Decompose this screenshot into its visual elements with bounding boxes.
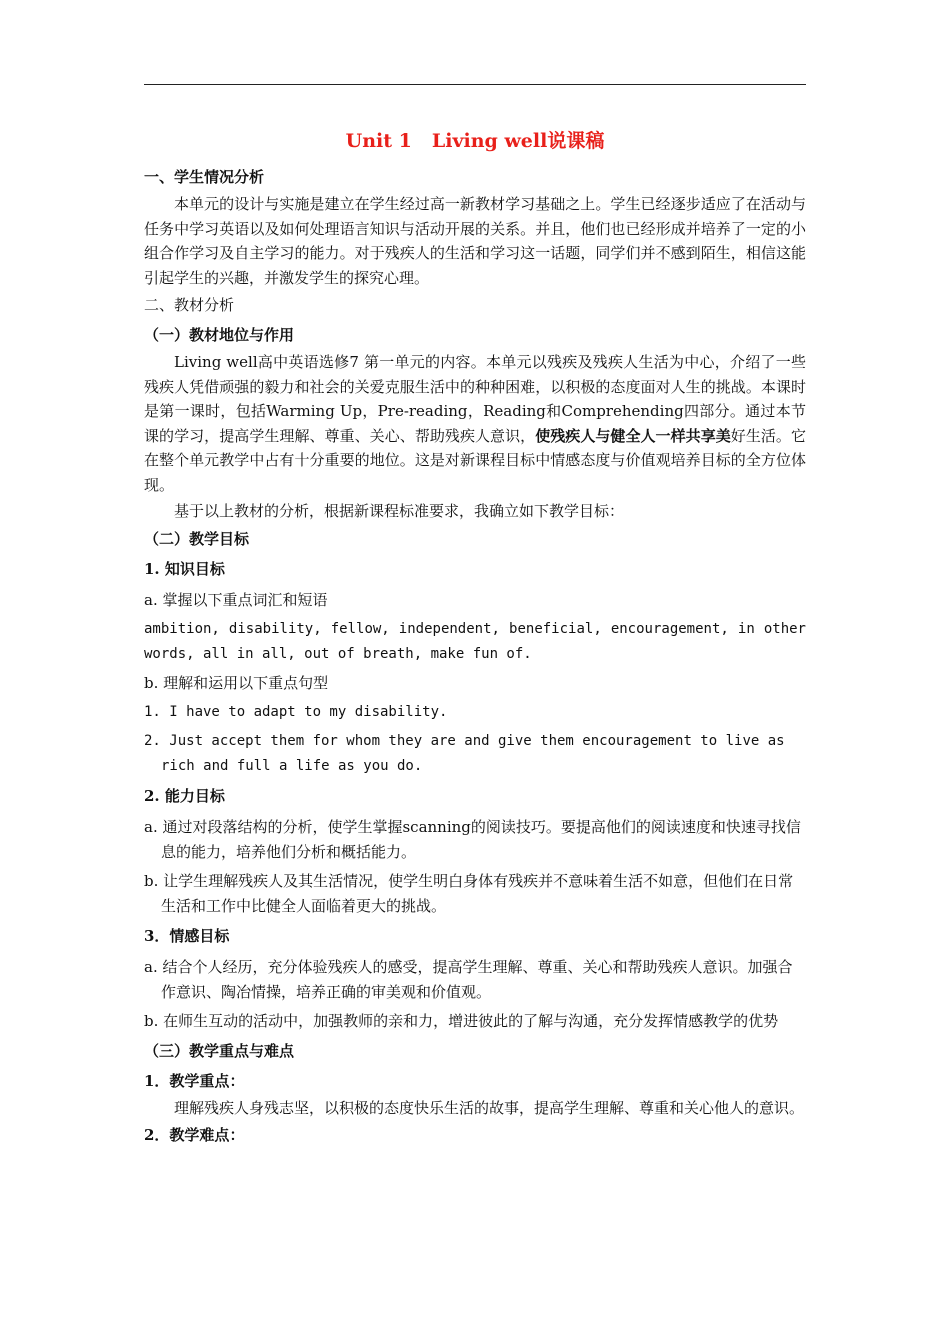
subsection-1-paragraph: Living well高中英语选修7 第一单元的内容。本单元以残疾及残疾人生活为中心，介绍了一些残疾人凭借顽强的毅力和社会的关爱克服生活中的种种困难，以积极的态度面对人生的挑战。本课时是第一课时，包括Warming Up，Pre-reading，Reading和Comprehending四部分。通过本节课的学习，提高学生理解、尊重、关心、帮助残疾人意识，使残疾人与健全人一样共享美好生活。它在整个单元教学中占有十分重要的地位。这是对新课程目标中情感态度与价值观培养目标的全方位体现。 [144, 353, 806, 494]
title-unit: Unit 1 [345, 130, 412, 152]
ability-goal-a: a. 通过对段落结构的分析，使学生掌握scanning的阅读技巧。要提高他们的阅读速度和快速寻找信息的能力，培养他们分析和概括能力。 [144, 817, 801, 861]
header-rule [144, 84, 806, 85]
emotion-goal-a: a. 结合个人经历，充分体验残疾人的感受，提高学生理解、尊重、关心和帮助残疾人意识。加强合作意识、陶冶情操，培养正确的审美观和价值观。 [144, 957, 793, 1001]
emotion-goals-heading: 3．情感目标 [144, 926, 230, 945]
ability-goal-b: b. 让学生理解残疾人及其生活情况，使学生明白身体有残疾并不意味着生活不如意，但他们在日常生活和工作中比健全人面临着更大的挑战。 [144, 871, 794, 915]
document-body [144, 124, 806, 1150]
emotion-goal-b: b. 在师生互动的活动中，加强教师的亲和力，增进彼此的了解与沟通，充分发挥情感教学的优势 [144, 1011, 779, 1030]
ability-goals-heading: 2. 能力目标 [144, 786, 225, 805]
key-points-heading: 1．教学重点： [144, 1071, 245, 1090]
subsection-2-heading: （二）教学目标 [144, 529, 250, 548]
knowledge-goal-a: a. 掌握以下重点词汇和短语 [144, 590, 328, 609]
objectives-intro: 基于以上教材的分析，根据新课程标准要求，我确立如下教学目标： [174, 502, 625, 520]
knowledge-goal-b: b. 理解和运用以下重点句型 [144, 673, 329, 692]
key-sentence-2: 2. Just accept them for whom they are and give them encouragement to live as rich and full a life as you do. [144, 732, 785, 774]
section-1-paragraph: 本单元的设计与实施是建立在学生经过高一新教材学习基础之上。学生已经逐步适应了在活动与任务中学习英语以及如何处理语言知识与活动开展的关系。并且，他们也已经形成并培养了一定的小组合作学习及自主学习的能力。对于残疾人的生活和学习这一话题，同学们并不感到陌生，相信这能引起学生的兴趣，并激发学生的探究心理。 [144, 195, 806, 287]
subsection-3-heading: （三）教学重点与难点 [144, 1041, 295, 1060]
key-words-list: ambition, disability, fellow, independent, beneficial, encouragement, in other words, all in all, out of breath, make fun of. [144, 620, 806, 662]
document-title [144, 124, 806, 158]
section-1-heading: 一、学生情况分析 [144, 168, 265, 186]
title-name: Living well说课稿 [431, 130, 605, 152]
subsection-1-heading: （一）教材地位与作用 [144, 326, 295, 344]
highlighted-phrase: 使残疾人与健全人一样共享美 [535, 426, 731, 445]
difficult-points-heading: 2．教学难点： [144, 1126, 245, 1144]
knowledge-goals-heading: 1. 知识目标 [144, 559, 225, 578]
key-sentence-1: 1. I have to adapt to my disability. [144, 703, 448, 720]
section-2-heading: 二、教材分析 [144, 296, 235, 314]
key-points-paragraph: 理解残疾人身残志坚，以积极的态度快乐生活的故事，提高学生理解、尊重和关心他人的意识。 [174, 1098, 805, 1117]
